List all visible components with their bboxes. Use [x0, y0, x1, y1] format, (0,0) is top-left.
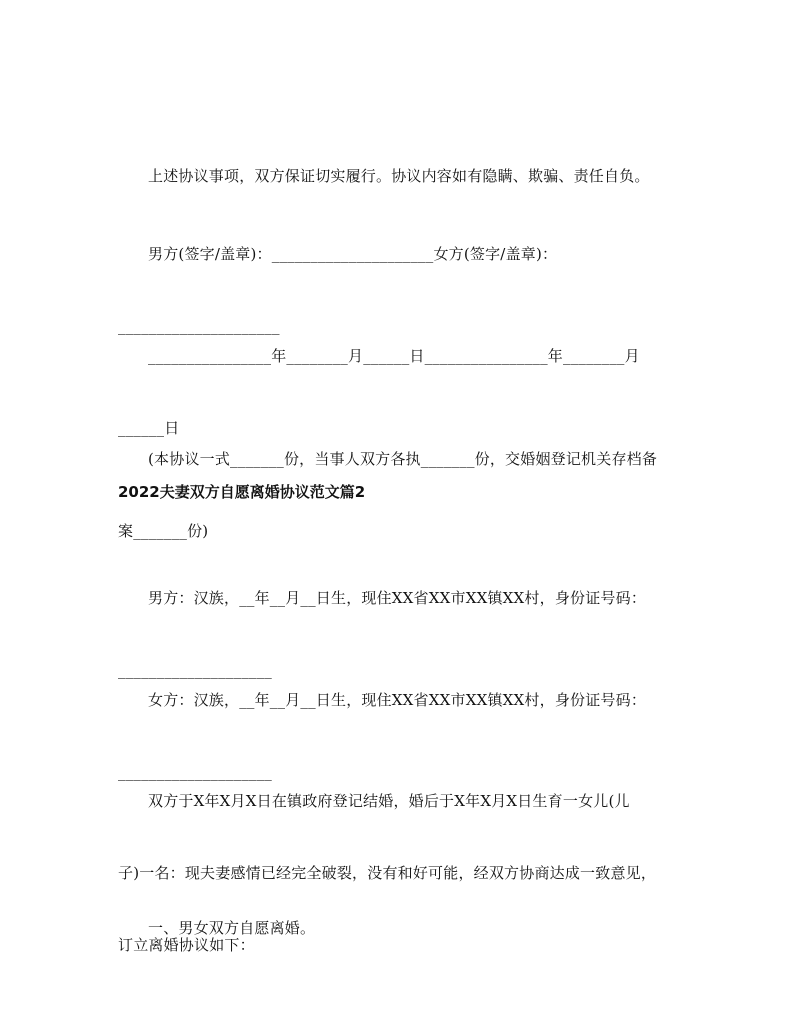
man-info-line-2: ____________________ — [118, 661, 272, 679]
marriage-line-3: 订立离婚协议如下： — [118, 936, 255, 954]
clause-one — [118, 868, 678, 988]
woman-info-line-2: ____________________ — [118, 763, 272, 781]
guarantee-text: 上述协议事项，双方保证切实履行。协议内容如有隐瞒、欺骗、责任自负。 — [148, 167, 650, 185]
copies-line-1: (本协议一式_______份，当事人双方各执_______份，交婚姻登记机关存档备 — [148, 450, 658, 468]
date-line-1: ________________年________月______日________________年________月 — [148, 347, 640, 365]
man-info-line-1: 男方：汉族，__年__月__日生，现住XX省XX市XX镇XX村，身份证号码： — [148, 589, 647, 607]
marriage-line-2: 子)一名：现夫妻感情已经完全破裂，没有和好可能，经双方协商达成一致意见， — [118, 864, 657, 882]
copies-line-2: 案_______份) — [118, 522, 209, 540]
signature-line-1: 男方(签字/盖章)：_____________________女方(签字/盖章)： — [148, 245, 558, 263]
woman-info-line-1: 女方：汉族，__年__月__日生，现住XX省XX市XX镇XX村，身份证号码： — [148, 691, 647, 709]
date-line-2: ______日 — [118, 419, 180, 437]
clause-one-text: 一、男女双方自愿离婚。 — [148, 919, 316, 937]
section-heading: 2022夫妻双方自愿离婚协议范文篇2 — [118, 483, 366, 501]
signature-line-2: _____________________ — [118, 317, 280, 335]
marriage-line-1: 双方于X年X月X日在镇政府登记结婚，婚后于X年X月X日生育一女儿(儿 — [148, 792, 630, 810]
